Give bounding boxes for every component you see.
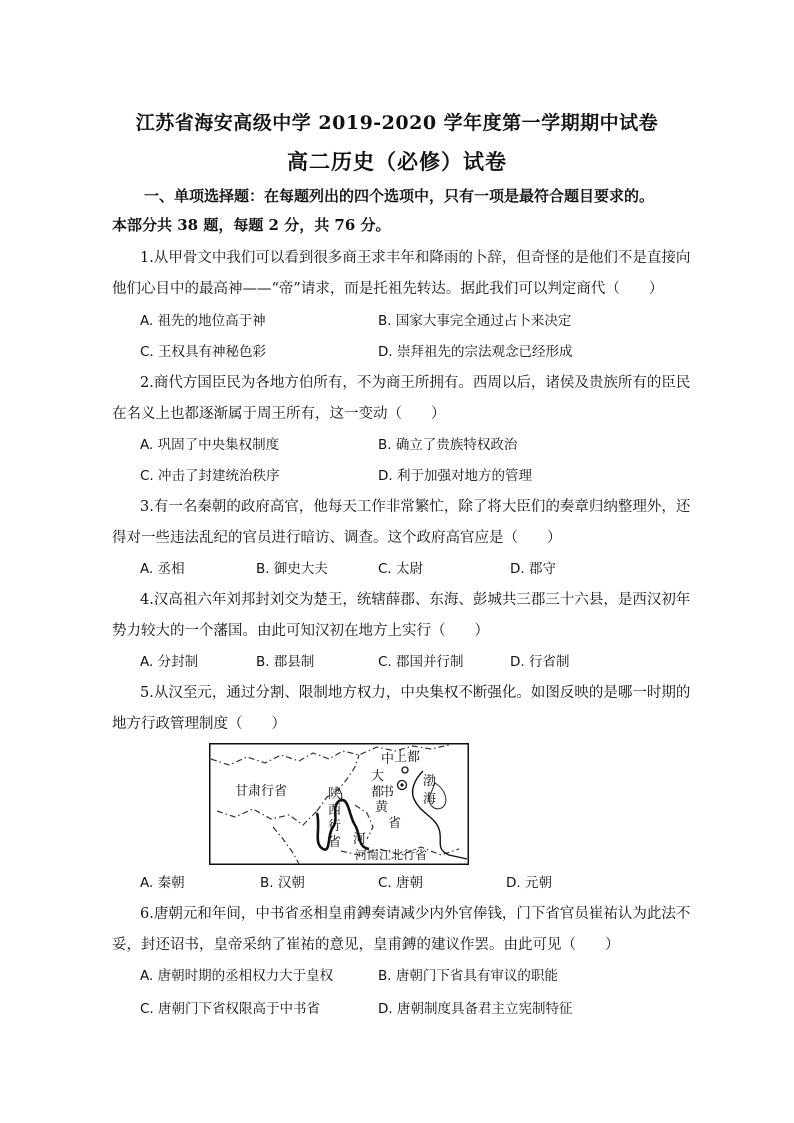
map-label-shangdu: 上都	[394, 750, 421, 765]
question-3-stem: 得对一些违法乱纪的官员进行暗访、调查。这个政府高官应是（ ）	[112, 530, 562, 546]
question-3-option-d: D. 郡守	[510, 561, 556, 577]
question-2-option-c: C. 冲击了封建统治秩序	[140, 468, 280, 484]
map-label-dadu: 都	[371, 785, 385, 800]
question-3-option-a: A. 丞相	[140, 561, 185, 577]
map-label-zhongshu: 省	[388, 816, 402, 831]
question-5-option-a: A. 秦朝	[140, 875, 185, 891]
section-scoring: 本部分共 38 题，每题 2 分，共 76 分。	[112, 216, 391, 234]
question-6-stem: 妥，封还诏书，皇帝采纳了崔祐的意见，皇甫鎛的建议作罢。由此可见（ ）	[112, 937, 620, 953]
map-label-zhongshu: 中	[381, 752, 395, 767]
question-1-stem: 他们心目中的最高神——“帝”请求，而是托祖先转达。据此我们可以判定商代（ ）	[112, 281, 664, 297]
question-1-option-a: A. 祖先的地位高于神	[140, 313, 266, 329]
map-label-gansu: 甘肃行省	[235, 784, 288, 799]
map-label-dadu: 大	[371, 769, 385, 784]
map-label-shaanxi: 省	[328, 835, 342, 850]
question-5-stem: 5.从汉至元，通过分割、限制地方权力，中央集权不断强化。如图反映的是哪一时期的	[140, 685, 691, 701]
map-label-zhongshu: 书	[381, 785, 395, 800]
question-5-stem: 地方行政管理制度（ ）	[112, 716, 286, 732]
question-4-stem: 4.汉高祖六年刘邦封刘交为楚王，统辖薛郡、东海、彭城共三郡三十六县，是西汉初年	[140, 592, 691, 608]
question-6-option-c: C. 唐朝门下省权限高于中书省	[140, 1001, 321, 1017]
question-3-option-c: C. 太尉	[378, 561, 424, 577]
question-5-option-b: B. 汉朝	[260, 875, 305, 891]
question-3-stem: 3.有一名秦朝的政府高官，他每天工作非常繁忙，除了将大臣们的奏章归纳整理外，还	[140, 499, 691, 515]
map-label-huanghe: 黄	[375, 800, 389, 815]
question-1-stem: 1.从甲骨文中我们可以看到很多商王求丰年和降雨的卜辞，但奇怪的是他们不是直接向	[140, 250, 691, 266]
question-6-option-b: B. 唐朝门下省具有审议的职能	[378, 968, 558, 984]
question-3-option-b: B. 御史大夫	[256, 561, 328, 577]
question-2-option-a: A. 巩固了中央集权制度	[140, 437, 280, 453]
map-label-henan: 河南江北行省	[355, 848, 428, 862]
section-instruction: 一、单项选择题：在每题列出的四个选项中，只有一项是最符合题目要求的。	[144, 187, 655, 205]
question-2-option-b: B. 确立了贵族特权政治	[378, 437, 518, 453]
map-label-huanghe: 河	[353, 832, 367, 847]
question-4-option-a: A. 分封制	[140, 654, 199, 670]
question-5-option-d: D. 元朝	[506, 875, 552, 891]
map-label-bohai: 渤	[423, 774, 437, 789]
question-4-option-c: C. 郡国并行制	[378, 654, 464, 670]
question-2-stem: 2.商代方国臣民为各地方伯所有，不为商王所拥有。西周以后，诸侯及贵族所有的臣民	[140, 375, 691, 391]
map-label-shaanxi: 陕	[328, 787, 342, 802]
question-4-option-b: B. 郡县制	[256, 654, 315, 670]
question-2-option-d: D. 利于加强对地方的管理	[378, 468, 532, 484]
question-5-option-c: C. 唐朝	[378, 875, 424, 891]
exam-subtitle: 高二历史（必修）试卷	[287, 149, 507, 174]
exam-title: 江苏省海安高级中学 2019-2020 学年度第一学期期中试卷	[135, 112, 659, 134]
question-4-option-d: D. 行省制	[510, 654, 570, 670]
map-label-shaanxi: 行	[328, 819, 342, 834]
question-4-stem: 势力较大的一个藩国。由此可知汉初在地方上实行（ ）	[112, 623, 489, 639]
question-2-stem: 在名义上也都逐渐属于周王所有，这一变动（ ）	[112, 406, 446, 422]
map-label-shaanxi: 西	[328, 803, 342, 818]
question-6-stem: 6.唐朝元和年间，中书省丞相皇甫鎛奏请减少内外官俸钱，门下省官员崔祐认为此法不	[140, 906, 691, 922]
question-6-option-d: D. 唐朝制度具备君主立宪制特征	[378, 1001, 573, 1017]
question-6-option-a: A. 唐朝时期的丞相权力大于皇权	[140, 968, 334, 984]
map-label-bohai: 海	[423, 792, 437, 807]
question-1-option-b: B. 国家大事完全通过占卜来决定	[378, 313, 572, 329]
question-1-option-c: C. 王权具有神秘色彩	[140, 344, 267, 360]
yuan-province-map	[209, 743, 469, 865]
question-1-option-d: D. 崇拜祖先的宗法观念已经形成	[378, 344, 573, 360]
